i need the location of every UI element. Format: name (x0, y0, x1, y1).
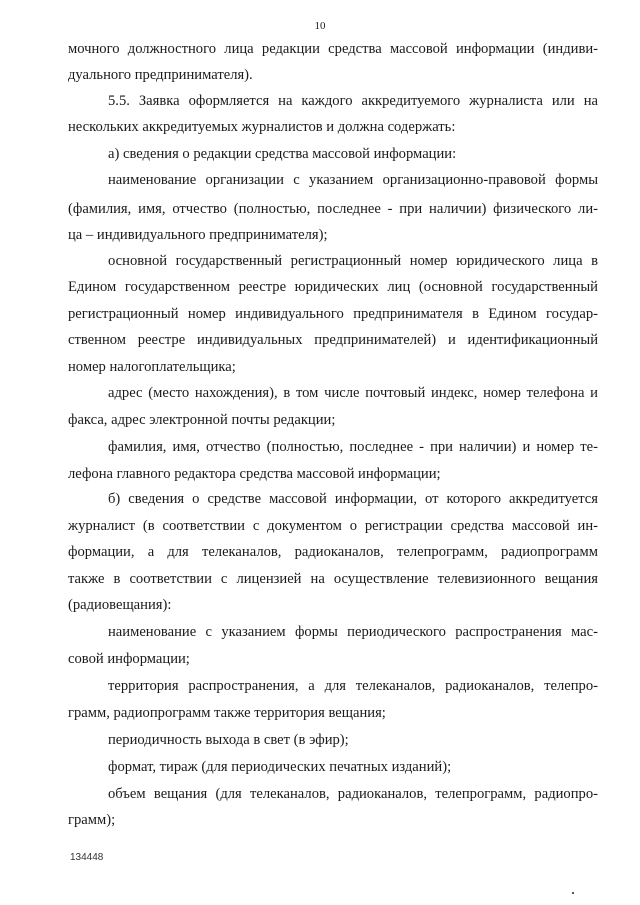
text-line: объем вещания (для телеканалов, радиоканалов, телепрограмм, радиопро- (108, 786, 598, 802)
text-line: а) сведения о редакции средства массовой информации: (108, 146, 457, 162)
text-line: периодичность выхода в свет (в эфир); (108, 732, 349, 748)
text-line: мочного должностного лица редакции средства массовой информации (индиви- (68, 41, 598, 57)
text-line: журналист (в соответствии с документом о регистрации средства массовой ин- (68, 518, 598, 534)
text-line: совой информации; (68, 651, 190, 667)
text-line: регистрационный номер индивидуального предпринимателя в Едином государ- (68, 306, 598, 322)
page-number: 10 (314, 20, 326, 32)
text-line: нескольких аккредитуемых журналистов и должна содержать: (68, 119, 456, 135)
text-line: фамилия, имя, отчество (полностью, последнее - при наличии) и номер те- (108, 439, 598, 455)
text-line: адрес (место нахождения), в том числе почтовый индекс, номер телефона и (108, 385, 598, 401)
text-line: грамм, радиопрограмм также территория вещания; (68, 705, 386, 721)
text-line: (радиовещания): (68, 597, 172, 613)
text-line: наименование организации с указанием организационно-правовой формы (108, 172, 598, 188)
text-line: б) сведения о средстве массовой информации, от которого аккредитуется (108, 491, 598, 507)
text-line: наименование с указанием формы периодического распространения мас- (108, 624, 598, 640)
scan-mark (572, 892, 574, 894)
text-line: (фамилия, имя, отчество (полностью, последнее - при наличии) физического ли- (68, 201, 598, 217)
text-line: ца – индивидуального предпринимателя); (68, 227, 328, 243)
text-line: дуального предпринимателя). (68, 67, 253, 83)
text-line: ственном реестре индивидуальных предпринимателей) и идентификационный (68, 332, 598, 348)
text-line: также в соответствии с лицензией на осуществление телевизионного вещания (68, 571, 598, 587)
text-line: 5.5. Заявка оформляется на каждого аккредитуемого журналиста или на (108, 93, 598, 109)
text-line: формации, а для телеканалов, радиоканалов, телепрограмм, радиопрограмм (68, 544, 598, 560)
text-line: факса, адрес электронной почты редакции; (68, 412, 336, 428)
text-line: номер налогоплательщика; (68, 359, 236, 375)
document-code: 134448 (70, 852, 104, 863)
text-line: территория распространения, а для телеканалов, радиоканалов, телепро- (108, 678, 598, 694)
text-line: лефона главного редактора средства массовой информации; (68, 466, 441, 482)
text-line: Едином государственном реестре юридических лиц (основной государственный (68, 279, 598, 295)
text-line: грамм); (68, 812, 116, 828)
text-line: формат, тираж (для периодических печатных изданий); (108, 759, 452, 775)
text-line: основной государственный регистрационный номер юридического лица в (108, 253, 598, 269)
